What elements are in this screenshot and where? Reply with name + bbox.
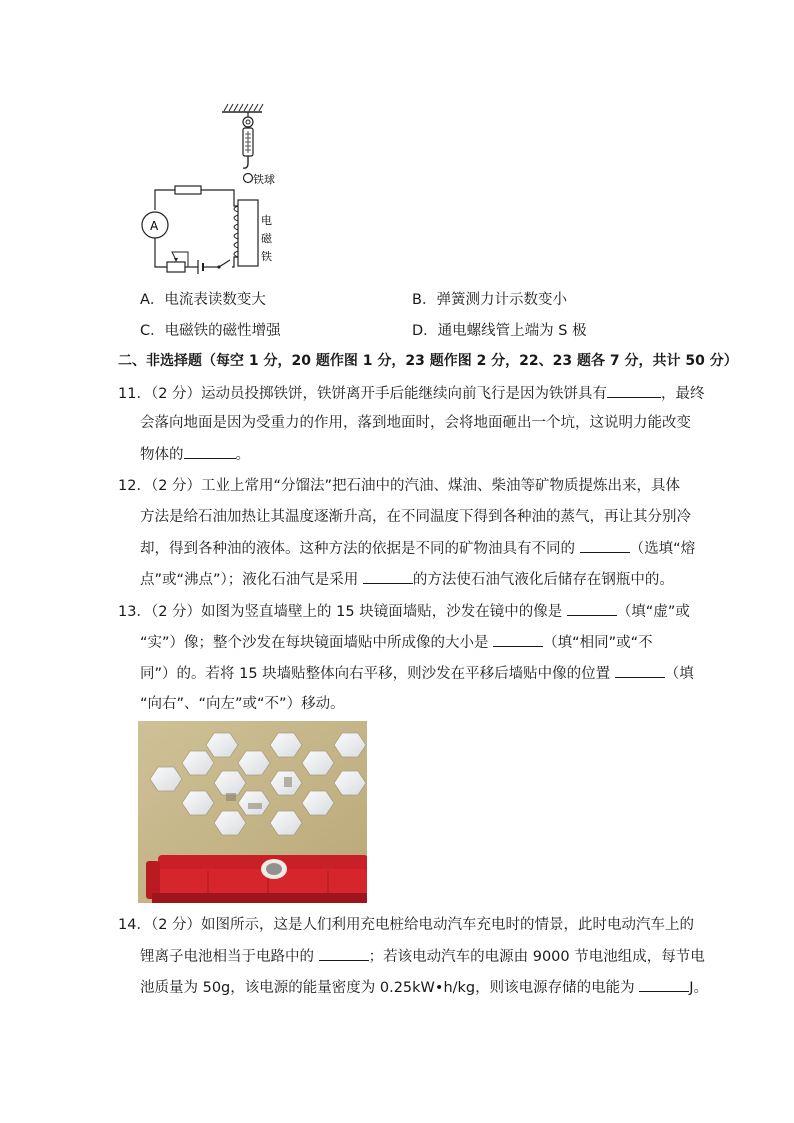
- q13-text-c: “实”）像；整个沙发在每块镜面墙贴中所成像的大小是: [140, 635, 494, 651]
- option-d: D．通电螺线管上端为 S 极: [412, 323, 587, 339]
- q12-line1: 12．（2 分）工业上常用“分馏法”把石油中的汽油、煤油、柴油等矿物质提炼出来，具体: [118, 478, 681, 494]
- magnet-label-2: 磁: [261, 232, 272, 245]
- section-heading: 二、非选择题（每空 1 分，20 题作图 1 分，23 题作图 2 分，22、23 题各 7 分，共计 50 分）: [118, 353, 738, 369]
- q13-text-e: 同”）的。若将 15 块墙贴整体向右平移，则沙发在平移后墙贴中像的位置: [140, 666, 615, 682]
- magnet-label-3: 铁: [261, 250, 272, 263]
- q14-text-b: ；若该电动汽车的电源由 9000 节电池组成，每节电: [368, 949, 705, 965]
- q14-line3: [140, 977, 708, 998]
- q13-blank-3[interactable]: [615, 663, 665, 678]
- q13-line3: [140, 663, 694, 684]
- q11-line3: [140, 444, 250, 465]
- q12-blank-1[interactable]: [580, 538, 630, 553]
- q12-line3: [140, 538, 695, 559]
- q11-text-b: ，最终: [661, 386, 705, 402]
- q14-blank-2[interactable]: [639, 977, 689, 992]
- q14-blank-1[interactable]: [319, 946, 369, 961]
- iron-ball-label: 铁球: [253, 173, 275, 186]
- q13-text-b: （填“虚”或: [616, 604, 690, 620]
- q11-line2: 会落向地面是因为受重力的作用，落到地面时，会将地面砸出一个坑，这说明力能改变: [140, 415, 691, 431]
- q13-text-f: （填: [664, 666, 694, 682]
- q12-text-d: 的方法使石油气液化后储存在钢瓶中的。: [412, 572, 674, 588]
- q13-text-a: 13．（2 分）如图为竖直墙壁上的 15 块镜面墙贴，沙发在镜中的像是: [118, 604, 567, 620]
- q11-line1: [118, 383, 705, 404]
- q13-line4: “向右”、“向左”或“不”）移动。: [140, 696, 345, 712]
- q12-blank-2[interactable]: [363, 569, 413, 584]
- ammeter-label: A: [150, 219, 159, 233]
- q14-line2: [140, 946, 705, 967]
- q11-text-d: 。: [235, 447, 250, 463]
- q13-blank-2[interactable]: [493, 632, 543, 647]
- q13-blank-1[interactable]: [567, 601, 617, 616]
- q14-text-a: 锂离子电池相当于电路中的: [140, 949, 319, 965]
- q11-text-a: 11．（2 分）运动员投掷铁饼，铁饼离开手后能继续向前飞行是因为铁饼具有: [118, 386, 608, 402]
- option-a: A．电流表读数变大: [140, 292, 266, 308]
- q12-line4: [140, 569, 674, 590]
- q14-line1: 14．（2 分）如图所示，这是人们利用充电桩给电动汽车充电时的情景，此时电动汽车上的: [118, 917, 695, 933]
- q11-blank-2[interactable]: [184, 444, 236, 459]
- magnet-label-1: 电: [261, 214, 272, 227]
- q12-text-b: （选填“熔: [629, 541, 696, 557]
- q12-line2: 方法是给石油加热让其温度逐渐升高，在不同温度下得到各种油的蒸气，再让其分别冷: [140, 509, 691, 525]
- circuit-figure: [130, 100, 300, 280]
- option-b: B．弹簧测力计示数变小: [412, 292, 567, 308]
- q13-line1: [118, 601, 690, 622]
- q13-line2: [140, 632, 653, 653]
- q14-text-d: J。: [689, 980, 709, 996]
- q14-text-c: 池质量为 50g，该电源的能量密度为 0.25kW•h/kg，则该电源存储的电能为: [140, 980, 640, 996]
- q12-text-a: 却，得到各种油的液体。这种方法的依据是不同的矿物油具有不同的: [140, 541, 580, 557]
- q11-text-c: 物体的: [140, 447, 184, 463]
- mirror-sofa-photo: [138, 721, 367, 903]
- q13-text-d: （填“相同”或“不: [543, 635, 653, 651]
- q12-text-c: 点”或“沸点”）；液化石油气是采用: [140, 572, 363, 588]
- q11-blank-1[interactable]: [607, 383, 661, 398]
- option-c: C．电磁铁的磁性增强: [140, 323, 281, 339]
